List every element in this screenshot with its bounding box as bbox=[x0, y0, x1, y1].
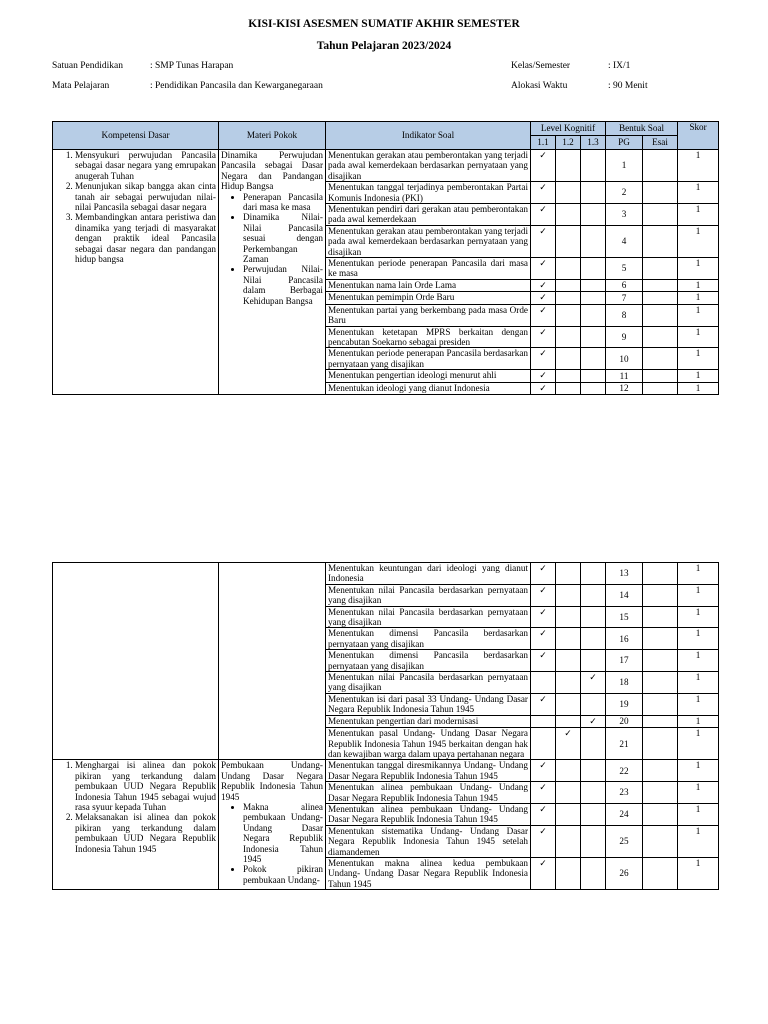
checkmark-icon bbox=[539, 563, 547, 573]
kompetensi-item: 3. Membandingkan antara peristiwa dan dinamika yang terjadi di masyarakat dengan praktik ideal Pancasila sebagai dasar negara dan pandangan hidup bangsa bbox=[75, 212, 216, 264]
indikator-cell: Menentukan pengertian dari modernisasi bbox=[326, 715, 531, 727]
skor-cell: 1 bbox=[678, 825, 719, 857]
esai-cell bbox=[643, 803, 678, 825]
checkmark-icon bbox=[539, 258, 547, 268]
checkmark-icon bbox=[539, 782, 547, 792]
level-1-1-cell bbox=[531, 650, 556, 672]
level-1-1-cell bbox=[531, 760, 556, 782]
skor-cell: 1 bbox=[678, 782, 719, 804]
skor-cell: 1 bbox=[678, 150, 719, 182]
skor-cell: 1 bbox=[678, 693, 719, 715]
indikator-cell: Menentukan pendiri dari gerakan atau pemberontakan pada awal kemerdekaan bbox=[326, 204, 531, 226]
level-1-1-cell bbox=[531, 182, 556, 204]
checkmark-icon bbox=[539, 383, 547, 393]
level-1-3-cell bbox=[581, 370, 606, 382]
level-1-2-cell bbox=[556, 857, 581, 889]
level-1-1-cell bbox=[531, 628, 556, 650]
skor-cell: 1 bbox=[678, 672, 719, 694]
level-1-1-cell bbox=[531, 258, 556, 280]
indikator-cell: Menentukan pasal Undang- Undang Dasar Negara Republik Indonesia Tahun 1945 berkaitan dengan hak dan kewajiban warga dalam upaya pertahanan negara bbox=[326, 728, 531, 760]
skor-cell: 1 bbox=[678, 258, 719, 280]
checkmark-icon bbox=[564, 728, 572, 738]
esai-cell bbox=[643, 304, 678, 326]
pg-number-cell: 15 bbox=[606, 606, 643, 628]
esai-cell bbox=[643, 715, 678, 727]
indikator-cell: Menentukan tanggal diresmikannya Undang- Undang Dasar Negara Republik Indonesia Tahun 1945 bbox=[326, 760, 531, 782]
checkmark-icon bbox=[589, 672, 597, 682]
skor-cell: 1 bbox=[678, 225, 719, 257]
indikator-cell: Menentukan nilai Pancasila berdasarkan pernyataan yang disajikan bbox=[326, 672, 531, 694]
pg-number-cell: 25 bbox=[606, 825, 643, 857]
header-skor: Skor bbox=[678, 122, 719, 150]
level-1-1-cell bbox=[531, 292, 556, 304]
esai-cell bbox=[643, 348, 678, 370]
level-1-1-cell bbox=[531, 728, 556, 760]
checkmark-icon bbox=[539, 327, 547, 337]
pg-number-cell: 1 bbox=[606, 150, 643, 182]
pg-number-cell: 2 bbox=[606, 182, 643, 204]
indikator-cell: Menentukan dimensi Pancasila berdasarkan pernyataan yang disajikan bbox=[326, 628, 531, 650]
level-1-3-cell bbox=[581, 606, 606, 628]
indikator-cell: Menentukan pemimpin Orde Baru bbox=[326, 292, 531, 304]
pg-number-cell: 22 bbox=[606, 760, 643, 782]
level-1-2-cell bbox=[556, 204, 581, 226]
level-1-2-cell bbox=[556, 326, 581, 348]
indikator-cell: Menentukan alinea pembukaan Undang- Undang Dasar Negara Republik Indonesia Tahun 1945 bbox=[326, 782, 531, 804]
checkmark-icon bbox=[539, 694, 547, 704]
skor-cell: 1 bbox=[678, 370, 719, 382]
esai-cell bbox=[643, 150, 678, 182]
indikator-cell: Menentukan sistematika Undang- Undang Dasar Negara Republik Indonesia Tahun 1945 setelah diamandemen bbox=[326, 825, 531, 857]
skor-cell: 1 bbox=[678, 650, 719, 672]
level-1-1-cell bbox=[531, 225, 556, 257]
header-level-1-3: 1.3 bbox=[581, 136, 606, 150]
level-1-3-cell bbox=[581, 728, 606, 760]
skor-cell: 1 bbox=[678, 563, 719, 585]
table-row bbox=[53, 760, 719, 782]
pg-number-cell: 9 bbox=[606, 326, 643, 348]
header-level-kognitif: Level Kognitif bbox=[531, 122, 606, 136]
level-1-1-cell bbox=[531, 563, 556, 585]
level-1-1-cell bbox=[531, 672, 556, 694]
checkmark-icon bbox=[539, 585, 547, 595]
kompetensi-item: 2. Melaksanakan isi alinea dan pokok pikiran yang terkandung dalam pembukaan UUD Negara Republik Indonesia Tahun 1945 bbox=[75, 812, 216, 854]
level-1-2-cell bbox=[556, 825, 581, 857]
level-1-1-cell bbox=[531, 606, 556, 628]
indikator-cell: Menentukan gerakan atau pemberontakan yang terjadi pada awal kemerdekaan berdasarkan pernyataan yang disajikan bbox=[326, 150, 531, 182]
level-1-3-cell bbox=[581, 760, 606, 782]
materi-item: • Pokok pikiran pembukaan Undang- bbox=[243, 864, 323, 885]
pg-number-cell: 20 bbox=[606, 715, 643, 727]
level-1-2-cell bbox=[556, 584, 581, 606]
pg-number-cell: 12 bbox=[606, 382, 643, 394]
level-1-1-cell bbox=[531, 693, 556, 715]
materi-intro: Dinamika Perwujudan Pancasila sebagai Dasar Negara dan Pandangan Hidup Bangsa bbox=[221, 150, 323, 192]
level-1-3-cell bbox=[581, 326, 606, 348]
level-1-2-cell bbox=[556, 650, 581, 672]
pg-number-cell: 5 bbox=[606, 258, 643, 280]
level-1-3-cell bbox=[581, 672, 606, 694]
esai-cell bbox=[643, 672, 678, 694]
level-1-2-cell bbox=[556, 304, 581, 326]
materi-item: • Perwujudan Nilai- Nilai Pancasila dalam Berbagai Kehidupan Bangsa bbox=[243, 264, 323, 306]
checkmark-icon bbox=[539, 370, 547, 380]
esai-cell bbox=[643, 292, 678, 304]
indikator-cell: Menentukan makna alinea kedua pembukaan Undang- Undang Dasar Negara Republik Indonesia Tahun 1945 bbox=[326, 857, 531, 889]
level-1-3-cell bbox=[581, 225, 606, 257]
skor-cell: 1 bbox=[678, 628, 719, 650]
skor-cell: 1 bbox=[678, 606, 719, 628]
pg-number-cell: 6 bbox=[606, 279, 643, 291]
level-1-3-cell bbox=[581, 348, 606, 370]
esai-cell bbox=[643, 258, 678, 280]
level-1-2-cell bbox=[556, 760, 581, 782]
materi-pokok-section-1 bbox=[219, 150, 326, 395]
esai-cell bbox=[643, 728, 678, 760]
kompetensi-item: 2. Menunjukan sikap bangga akan cinta tanah air sebagai perwujudan nilai- nilai Pancasila sebagai dasar negara bbox=[75, 181, 216, 212]
level-1-3-cell bbox=[581, 292, 606, 304]
pg-number-cell: 19 bbox=[606, 693, 643, 715]
indikator-cell: Menentukan nilai Pancasila berdasarkan pernyataan yang disajikan bbox=[326, 584, 531, 606]
level-1-3-cell bbox=[581, 803, 606, 825]
level-1-3-cell bbox=[581, 825, 606, 857]
esai-cell bbox=[643, 382, 678, 394]
header-indikator: Indikator Soal bbox=[326, 122, 531, 150]
level-1-3-cell bbox=[581, 563, 606, 585]
header-pg: PG bbox=[606, 136, 643, 150]
checkmark-icon bbox=[539, 280, 547, 290]
level-1-3-cell bbox=[581, 279, 606, 291]
indikator-cell: Menentukan nama lain Orde Lama bbox=[326, 279, 531, 291]
materi-item: • Penerapan Pancasila dari masa ke masa bbox=[243, 192, 323, 213]
level-1-3-cell bbox=[581, 693, 606, 715]
skor-cell: 1 bbox=[678, 348, 719, 370]
level-1-3-cell bbox=[581, 715, 606, 727]
skor-cell: 1 bbox=[678, 279, 719, 291]
kelas-label: Kelas/Semester bbox=[511, 61, 571, 71]
level-1-2-cell bbox=[556, 370, 581, 382]
checkmark-icon bbox=[539, 182, 547, 192]
level-1-3-cell bbox=[581, 782, 606, 804]
level-1-2-cell bbox=[556, 292, 581, 304]
level-1-2-cell bbox=[556, 803, 581, 825]
esai-cell bbox=[643, 204, 678, 226]
kompetensi-dasar-section-1 bbox=[53, 150, 219, 395]
checkmark-icon bbox=[539, 607, 547, 617]
esai-cell bbox=[643, 693, 678, 715]
skor-cell: 1 bbox=[678, 584, 719, 606]
level-1-1-cell bbox=[531, 204, 556, 226]
indikator-cell: Menentukan dimensi Pancasila berdasarkan pernyataan yang disajikan bbox=[326, 650, 531, 672]
materi-item: • Dinamika Nilai- Nilai Pancasila sesuai dengan Perkembangan Zaman bbox=[243, 212, 323, 264]
skor-cell: 1 bbox=[678, 803, 719, 825]
document-title: KISI-KISI ASESMEN SUMATIF AKHIR SEMESTER bbox=[248, 18, 520, 30]
esai-cell bbox=[643, 584, 678, 606]
skor-cell: 1 bbox=[678, 760, 719, 782]
indikator-cell: Menentukan ketetapan MPRS berkaitan dengan pencabutan Soekarno sebagai presiden bbox=[326, 326, 531, 348]
indikator-cell: Menentukan periode penerapan Pancasila berdasarkan pernyataan yang disajikan bbox=[326, 348, 531, 370]
level-1-2-cell bbox=[556, 150, 581, 182]
pg-number-cell: 14 bbox=[606, 584, 643, 606]
satuan-label: Satuan Pendidikan bbox=[52, 61, 123, 71]
document-subtitle: Tahun Pelajaran 2023/2024 bbox=[316, 40, 452, 52]
checkmark-icon bbox=[539, 150, 547, 160]
level-1-1-cell bbox=[531, 382, 556, 394]
level-1-3-cell bbox=[581, 150, 606, 182]
level-1-2-cell bbox=[556, 728, 581, 760]
indikator-cell: Menentukan pengertian ideologi menurut ahli bbox=[326, 370, 531, 382]
indikator-cell: Menentukan keuntungan dari ideologi yang dianut Indonesia bbox=[326, 563, 531, 585]
header-esai: Esai bbox=[643, 136, 678, 150]
level-1-1-cell bbox=[531, 370, 556, 382]
level-1-1-cell bbox=[531, 304, 556, 326]
checkmark-icon bbox=[539, 858, 547, 868]
alokasi-value: : 90 Menit bbox=[608, 81, 648, 91]
level-1-1-cell bbox=[531, 825, 556, 857]
level-1-2-cell bbox=[556, 715, 581, 727]
level-1-2-cell bbox=[556, 606, 581, 628]
indikator-cell: Menentukan periode penerapan Pancasila dari masa ke masa bbox=[326, 258, 531, 280]
alokasi-label: Alokasi Waktu bbox=[511, 81, 568, 91]
level-1-2-cell bbox=[556, 782, 581, 804]
header-kompetensi: Kompetensi Dasar bbox=[53, 122, 219, 150]
header-level-1-2: 1.2 bbox=[556, 136, 581, 150]
checkmark-icon bbox=[539, 226, 547, 236]
esai-cell bbox=[643, 370, 678, 382]
level-1-1-cell bbox=[531, 803, 556, 825]
esai-cell bbox=[643, 606, 678, 628]
esai-cell bbox=[643, 782, 678, 804]
esai-cell bbox=[643, 279, 678, 291]
esai-cell bbox=[643, 857, 678, 889]
materi-item: • Makna alinea pembukaan Undang- Undang Dasar Negara Republik Indonesia Tahun 1945 bbox=[243, 802, 323, 864]
pg-number-cell: 8 bbox=[606, 304, 643, 326]
esai-cell bbox=[643, 760, 678, 782]
indikator-cell: Menentukan tanggal terjadinya pemberontakan Partai Komunis Indonesia (PKI) bbox=[326, 182, 531, 204]
skor-cell: 1 bbox=[678, 857, 719, 889]
indikator-cell: Menentukan ideologi yang dianut Indonesia bbox=[326, 382, 531, 394]
indikator-cell: Menentukan alinea pembukaan Undang- Undang Dasar Negara Republik Indonesia Tahun 1945 bbox=[326, 803, 531, 825]
checkmark-icon bbox=[539, 650, 547, 660]
pg-number-cell: 16 bbox=[606, 628, 643, 650]
level-1-1-cell bbox=[531, 326, 556, 348]
level-1-2-cell bbox=[556, 225, 581, 257]
skor-cell: 1 bbox=[678, 292, 719, 304]
esai-cell bbox=[643, 182, 678, 204]
level-1-3-cell bbox=[581, 304, 606, 326]
indikator-cell: Menentukan gerakan atau pemberontakan yang terjadi pada awal kemerdekaan berdasarkan pernyataan yang disajikan bbox=[326, 225, 531, 257]
level-1-1-cell bbox=[531, 584, 556, 606]
level-1-2-cell bbox=[556, 382, 581, 394]
level-1-2-cell bbox=[556, 693, 581, 715]
table-row bbox=[53, 150, 719, 182]
materi-pokok-section-2 bbox=[219, 760, 326, 890]
kompetensi-dasar-continued bbox=[53, 563, 219, 760]
pg-number-cell: 4 bbox=[606, 225, 643, 257]
checkmark-icon bbox=[539, 305, 547, 315]
checkmark-icon bbox=[539, 826, 547, 836]
pg-number-cell: 17 bbox=[606, 650, 643, 672]
pg-number-cell: 13 bbox=[606, 563, 643, 585]
esai-cell bbox=[643, 225, 678, 257]
level-1-2-cell bbox=[556, 182, 581, 204]
header-level-1-1: 1.1 bbox=[531, 136, 556, 150]
level-1-3-cell bbox=[581, 182, 606, 204]
level-1-3-cell bbox=[581, 628, 606, 650]
pg-number-cell: 23 bbox=[606, 782, 643, 804]
kompetensi-dasar-section-2 bbox=[53, 760, 219, 890]
level-1-1-cell bbox=[531, 279, 556, 291]
kisi-table-page-2 bbox=[52, 562, 719, 890]
kelas-value: : IX/1 bbox=[608, 61, 631, 71]
indikator-cell: Menentukan nilai Pancasila berdasarkan pernyataan yang disajikan bbox=[326, 606, 531, 628]
level-1-3-cell bbox=[581, 204, 606, 226]
materi-intro: Pembukaan Undang- Undang Dasar Negara Republik Indonesia Tahun 1945 bbox=[221, 760, 323, 802]
level-1-3-cell bbox=[581, 258, 606, 280]
mapel-label: Mata Pelajaran bbox=[52, 81, 110, 91]
level-1-1-cell bbox=[531, 150, 556, 182]
checkmark-icon bbox=[589, 716, 597, 726]
header-bentuk-soal: Bentuk Soal bbox=[606, 122, 678, 136]
skor-cell: 1 bbox=[678, 715, 719, 727]
kisi-table-page-1 bbox=[52, 121, 719, 395]
level-1-3-cell bbox=[581, 584, 606, 606]
kompetensi-item: 1. Menghargai isi alinea dan pokok pikiran yang terkandung dalam pembukaan UUD Negara Republik Indonesia Tahun 1945 sebagai wujud rasa syuur kepada Tuhan bbox=[75, 760, 216, 812]
level-1-2-cell bbox=[556, 672, 581, 694]
checkmark-icon bbox=[539, 628, 547, 638]
pg-number-cell: 10 bbox=[606, 348, 643, 370]
header-materi: Materi Pokok bbox=[219, 122, 326, 150]
esai-cell bbox=[643, 563, 678, 585]
pg-number-cell: 11 bbox=[606, 370, 643, 382]
skor-cell: 1 bbox=[678, 382, 719, 394]
checkmark-icon bbox=[539, 804, 547, 814]
level-1-2-cell bbox=[556, 628, 581, 650]
indikator-cell: Menentukan isi dari pasal 33 Undang- Undang Dasar Negara Republik Indonesia Tahun 1945 bbox=[326, 693, 531, 715]
level-1-2-cell bbox=[556, 258, 581, 280]
level-1-1-cell bbox=[531, 782, 556, 804]
table-row bbox=[53, 563, 719, 585]
level-1-3-cell bbox=[581, 382, 606, 394]
esai-cell bbox=[643, 628, 678, 650]
checkmark-icon bbox=[539, 348, 547, 358]
level-1-3-cell bbox=[581, 857, 606, 889]
level-1-3-cell bbox=[581, 650, 606, 672]
level-1-1-cell bbox=[531, 348, 556, 370]
checkmark-icon bbox=[539, 760, 547, 770]
indikator-cell: Menentukan partai yang berkembang pada masa Orde Baru bbox=[326, 304, 531, 326]
pg-number-cell: 7 bbox=[606, 292, 643, 304]
checkmark-icon bbox=[539, 292, 547, 302]
level-1-2-cell bbox=[556, 348, 581, 370]
esai-cell bbox=[643, 326, 678, 348]
satuan-value: : SMP Tunas Harapan bbox=[150, 61, 234, 71]
pg-number-cell: 18 bbox=[606, 672, 643, 694]
mapel-value: : Pendidikan Pancasila dan Kewarganegaraan bbox=[150, 81, 323, 91]
pg-number-cell: 3 bbox=[606, 204, 643, 226]
skor-cell: 1 bbox=[678, 326, 719, 348]
skor-cell: 1 bbox=[678, 304, 719, 326]
pg-number-cell: 24 bbox=[606, 803, 643, 825]
pg-number-cell: 21 bbox=[606, 728, 643, 760]
checkmark-icon bbox=[539, 204, 547, 214]
skor-cell: 1 bbox=[678, 204, 719, 226]
level-1-2-cell bbox=[556, 563, 581, 585]
level-1-1-cell bbox=[531, 715, 556, 727]
level-1-1-cell bbox=[531, 857, 556, 889]
skor-cell: 1 bbox=[678, 728, 719, 760]
esai-cell bbox=[643, 650, 678, 672]
materi-pokok-continued bbox=[219, 563, 326, 760]
skor-cell: 1 bbox=[678, 182, 719, 204]
kompetensi-item: 1. Mensyukuri perwujudan Pancasila sebagai dasar negara yang emrupakan anugerah Tuhan bbox=[75, 150, 216, 181]
esai-cell bbox=[643, 825, 678, 857]
level-1-2-cell bbox=[556, 279, 581, 291]
pg-number-cell: 26 bbox=[606, 857, 643, 889]
